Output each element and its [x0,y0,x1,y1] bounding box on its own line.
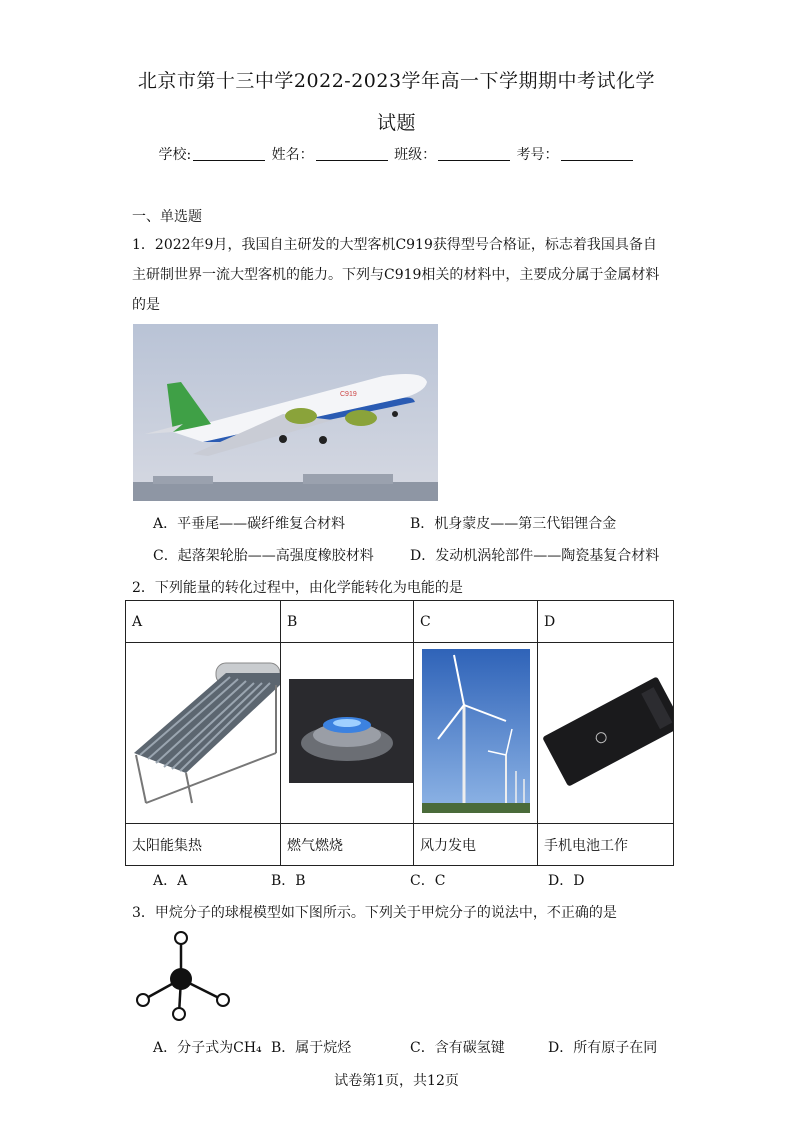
id-blank[interactable] [561,146,633,161]
school-label: 学校: [158,147,192,163]
q2-stem: 2．下列能量的转化过程中，由化学能转化为电能的是 [132,580,463,596]
id-label: 考号： [516,147,559,163]
q2-caption-d: 手机电池工作 [538,824,674,866]
q2-caption-b: 燃气燃烧 [281,824,414,866]
q2-header-c: C [414,601,538,643]
class-label: 班级： [394,147,437,163]
q3-option-a[interactable]: A．分子式为CH₄ [153,1040,262,1056]
q2-option-b[interactable]: B．B [271,873,306,889]
q1-option-a[interactable]: A．平垂尾——碳纤维复合材料 [153,516,346,532]
school-blank[interactable] [193,146,265,161]
student-info-row [0,144,793,164]
q1-stem-line3: 的是 [132,297,160,313]
wind-turbine-image [414,643,538,824]
c919-aircraft-photo [133,324,438,501]
q2-header-b: B [281,601,414,643]
q2-caption-a: 太阳能集热 [126,824,281,866]
phone-battery-image [538,643,674,824]
q3-option-d[interactable]: D．所有原子在同 [548,1040,658,1056]
q2-caption-row [126,824,674,866]
q2-option-c[interactable]: C．C [410,873,446,889]
name-label: 姓名： [271,147,314,163]
q2-option-d[interactable]: D．D [548,873,585,889]
q2-image-row [126,643,674,824]
q1-stem-line1: 1．2022年9月，我国自主研发的大型客机C919获得型号合格证，标志着我国具备自 [132,237,657,253]
q2-caption-c: 风力发电 [414,824,538,866]
q2-header-row [126,601,674,643]
q1-option-b[interactable]: B．机身蒙皮——第三代铝锂合金 [410,516,617,532]
plane-livery-mark: C919 [340,391,357,398]
q1-option-d[interactable]: D．发动机涡轮部件——陶瓷基复合材料 [410,548,660,564]
name-blank[interactable] [316,146,388,161]
q2-header-d: D [538,601,674,643]
q2-option-a[interactable]: A．A [153,873,188,889]
methane-ball-stick-model [130,928,240,1024]
page-title-line1: 北京市第十三中学2022-2023学年高一下学期期中考试化学 [137,70,656,92]
q1-option-c[interactable]: C．起落架轮胎——高强度橡胶材料 [153,548,374,564]
q2-header-a: A [126,601,281,643]
section-heading: 一、单选题 [132,209,202,225]
gas-burner-image [281,643,414,824]
solar-water-heater-image [126,643,281,824]
q1-stem-line2: 主研制世界一流大型客机的能力。下列与C919相关的材料中，主要成分属于金属材料 [132,267,660,283]
q2-table [125,600,674,866]
page-title-line2: 试题 [376,112,416,134]
q3-option-b[interactable]: B．属于烷烃 [271,1040,352,1056]
q3-option-c[interactable]: C．含有碳氢键 [410,1040,505,1056]
class-blank[interactable] [438,146,510,161]
q3-stem: 3．甲烷分子的球棍模型如下图所示。下列关于甲烷分子的说法中，不正确的是 [132,905,617,921]
page-footer: 试卷第1页，共12页 [334,1073,459,1089]
